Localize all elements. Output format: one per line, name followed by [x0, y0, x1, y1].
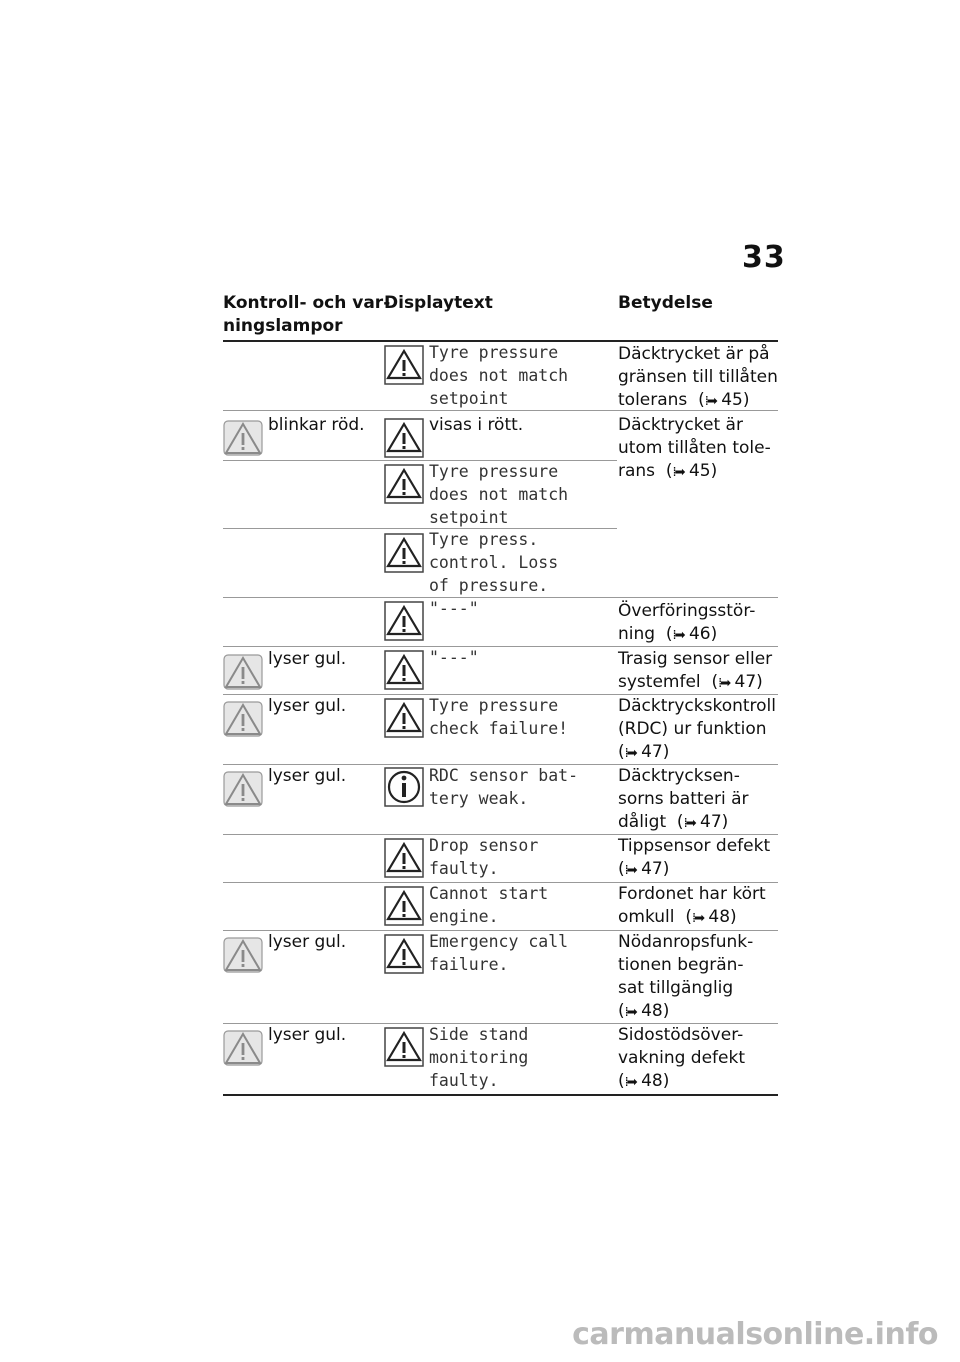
page-reference[interactable]: 45 — [688, 461, 711, 481]
meaning-text: Däcktrycket är utom tillåten tole- rans (⁞➡ 45) — [618, 414, 778, 484]
meaning-text: Däcktryckskontroll (RDC) ur funktion (⁞➡ 47) — [618, 695, 778, 765]
page-reference-arrow-icon: ⁞➡ — [624, 746, 636, 761]
page-reference[interactable]: 48 — [708, 907, 731, 927]
warning-lamp-icon — [223, 771, 263, 807]
page-reference[interactable]: 47 — [734, 672, 757, 692]
page-number: 33 — [742, 240, 786, 275]
warning-triangle-icon — [384, 886, 424, 926]
page-reference-arrow-icon: ⁞➡ — [672, 465, 684, 480]
page-reference-arrow-icon: ⁞➡ — [624, 863, 636, 878]
display-text: Tyre pressure does not match setpoint — [429, 462, 569, 527]
meaning-text: Däcktrycket är på gränsen till tillåten tolerans (⁞➡ 45) — [618, 343, 778, 413]
warning-lamp-icon — [223, 701, 263, 737]
page-reference-arrow-icon: ⁞➡ — [691, 911, 703, 926]
page-reference-arrow-icon: ⁞➡ — [672, 628, 684, 643]
page-reference[interactable]: 47 — [641, 742, 663, 762]
display-text: "---" — [429, 648, 479, 667]
page-reference-arrow-icon: ⁞➡ — [624, 1005, 636, 1020]
meaning-text: Nödanropsfunk- tionen begrän- sat tillgänglig (⁞➡ 48) — [618, 931, 778, 1024]
display-text: Tyre pressure does not match setpoint — [429, 343, 569, 408]
table-bottom-divider — [223, 1094, 778, 1096]
lamp-state: blinkar röd. — [268, 415, 365, 435]
display-text: Side stand monitoring faulty. — [429, 1025, 529, 1090]
page-reference[interactable]: 45 — [721, 390, 743, 410]
lamp-state: lyser gul. — [268, 649, 347, 669]
page-reference[interactable]: 48 — [641, 1001, 663, 1021]
warning-triangle-icon — [384, 601, 424, 641]
warning-lamp-icon — [223, 1030, 263, 1066]
meaning-text: Däcktrycksen- sorns batteri är dåligt (⁞➡ 47) — [618, 765, 778, 835]
info-icon — [384, 767, 424, 807]
watermark: carmanualsonline.info — [572, 1317, 938, 1352]
page-reference[interactable]: 48 — [641, 1071, 663, 1091]
display-text: Emergency call failure. — [429, 932, 569, 974]
header-lamps: Kontroll- och var- ningslampor — [223, 293, 391, 336]
meaning-text: Överföringsstör- ning (⁞➡ 46) — [618, 600, 778, 647]
warning-triangle-icon — [384, 698, 424, 738]
display-text: Tyre pressure check failure! — [429, 696, 569, 738]
page-reference[interactable]: 47 — [700, 812, 722, 832]
warning-triangle-icon — [384, 418, 424, 458]
page-reference[interactable]: 46 — [688, 624, 711, 644]
warning-triangle-icon — [384, 1027, 424, 1067]
page-reference-arrow-icon: ⁞➡ — [683, 816, 695, 831]
page-reference[interactable]: 47 — [641, 859, 663, 879]
warning-triangle-icon — [384, 345, 424, 385]
meaning-text: Tippsensor defekt (⁞➡ 47) — [618, 835, 778, 882]
meaning-text: Fordonet har kört omkull (⁞➡ 48) — [618, 883, 778, 930]
header-meaning: Betydelse — [618, 293, 713, 313]
display-text: RDC sensor bat- tery weak. — [429, 766, 579, 808]
header-display-text: Displaytext — [384, 293, 493, 313]
row-divider — [223, 597, 778, 598]
row-divider — [223, 410, 778, 411]
meaning-text: Sidostödsöver- vakning defekt (⁞➡ 48) — [618, 1024, 778, 1094]
row-divider — [223, 646, 778, 647]
display-text: Tyre press. control. Loss of pressure. — [429, 530, 559, 595]
warning-lamp-icon — [223, 420, 263, 456]
display-text: "---" — [429, 599, 479, 618]
warning-lamp-icon — [223, 937, 263, 973]
display-text: Drop sensor faulty. — [429, 836, 539, 878]
lamp-state: lyser gul. — [268, 1025, 347, 1045]
display-text: Cannot start engine. — [429, 884, 549, 926]
warning-triangle-icon — [384, 838, 424, 878]
display-text: visas i rött. — [429, 415, 524, 435]
warning-triangle-icon — [384, 934, 424, 974]
page-reference-arrow-icon: ⁞➡ — [718, 676, 730, 691]
lamp-state: lyser gul. — [268, 766, 347, 786]
warning-triangle-icon — [384, 464, 424, 504]
meaning-text: Trasig sensor eller systemfel (⁞➡ 47) — [618, 648, 778, 695]
warning-triangle-icon — [384, 650, 424, 690]
page-reference-arrow-icon: ⁞➡ — [704, 394, 716, 409]
lamp-state: lyser gul. — [268, 696, 347, 716]
warning-lamp-icon — [223, 654, 263, 690]
warning-triangle-icon — [384, 533, 424, 573]
lamp-state: lyser gul. — [268, 932, 347, 952]
page-reference-arrow-icon: ⁞➡ — [624, 1075, 636, 1090]
